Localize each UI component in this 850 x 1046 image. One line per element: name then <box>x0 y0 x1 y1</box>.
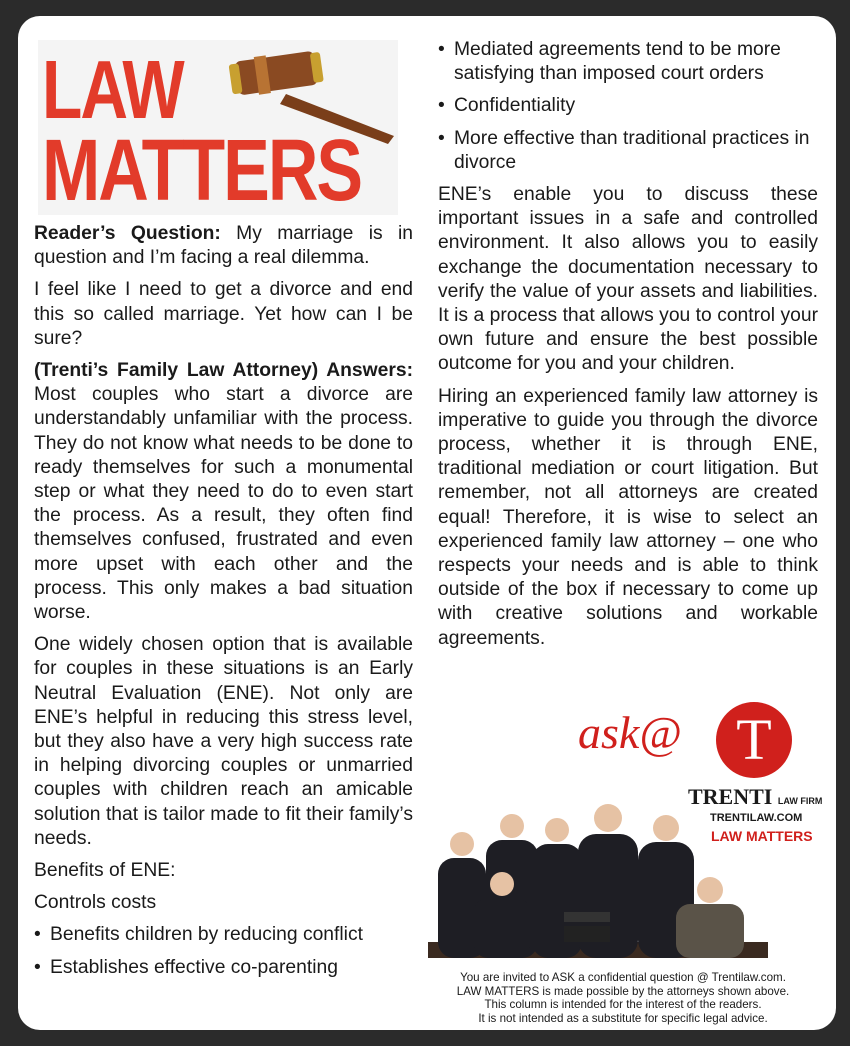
list-item: • Benefits children by reducing conflict <box>34 923 413 947</box>
answer-text: Most couples who start a divorce are understandably unfamiliar with the process. They do not know what needs to be done to ready themselves for such a monumental step or what they need to do to even start the process. As a result, they often find themselves confused, frustrated and even more upset with each other and the process. This only makes a bad situation worse. <box>34 384 413 624</box>
answer-label: (Trenti’s Family Law Attorney) Answers: <box>34 360 413 382</box>
benefits-list-right <box>438 38 818 175</box>
firm-tagline: LAW MATTERS <box>711 828 813 844</box>
right-column <box>438 38 818 659</box>
disclaimer-line: It is not intended as a substitute for specific legal advice. <box>478 1011 768 1025</box>
column-page <box>18 16 836 1030</box>
logo-line-matters: MATTERS <box>42 121 362 219</box>
trenti-t-logo: T <box>716 702 792 778</box>
benefits-list-left <box>34 923 413 979</box>
hiring-attorney-paragraph: Hiring an experienced family law attorney is imperative to guide you through the divorce process, whether it is through ENE, traditional mediation or court litigation. But remember, not all attorneys are created equal! Therefore, it is wise to select an experienced family law attorney – one who respects your needs and is able to think outside of the box if necessary to come up with creative solutions and workable agreements. <box>438 385 818 649</box>
disclaimer-line: You are invited to ASK a confidential question @ Trentilaw.com. <box>460 971 786 984</box>
attorney-answer <box>34 359 413 625</box>
ene-discussion-paragraph: ENE’s enable you to discuss these important issues in a safe and controlled environment. It also allows you to easily exchange the documentation necessary to verify the value of your assets and liabilities. It is a process that allows you to control your own future and ensure the best possible outcome for you and your children. <box>438 184 818 375</box>
site-suffix: LAW.COM <box>749 812 803 824</box>
list-item: • More effective than traditional practices in divorce <box>438 127 818 175</box>
benefits-heading: Benefits of ENE: <box>34 860 176 882</box>
list-item: • Confidentiality <box>438 94 818 118</box>
list-item: • Establishes effective co-parenting <box>34 956 413 980</box>
gavel-icon <box>208 46 398 146</box>
law-matters-logo <box>38 40 398 219</box>
reader-question <box>34 222 413 270</box>
question-paragraph-2: I feel like I need to get a divorce and end this so called marriage. Yet how can I be sure? <box>34 279 413 349</box>
list-item: • Mediated agreements tend to be more satisfying than imposed court orders <box>438 38 818 86</box>
logo-line-law: LAW <box>42 43 183 136</box>
controls-costs-item: Controls costs <box>34 892 157 914</box>
firm-name-main: TRENTI <box>688 784 773 809</box>
disclaimer-line: This column is intended for the interest of the readers. <box>484 998 762 1012</box>
ene-paragraph: One widely chosen option that is available for couples in these situations is an Early Neutral Evaluation (ENE). Not only are ENE’s helpful in reducing this stress level, but they also have a very high success rate in helping divorcing couples or unmarried couples with children reach an amicable solution that is tailor made to fit their family’s needs. <box>34 634 413 849</box>
site-prefix: TRENTI <box>710 812 750 824</box>
left-column <box>34 222 413 988</box>
attorneys-group-photo <box>428 792 768 958</box>
question-label: Reader’s Question: <box>34 223 221 244</box>
ask-at-logo: ask@ <box>578 707 682 758</box>
question-text: My marriage is in question and I’m facing a real dilemma. <box>34 223 413 269</box>
disclaimer <box>428 971 818 1025</box>
disclaimer-line: LAW MATTERS is made possible by the attorneys shown above. <box>456 984 790 998</box>
firm-name-suffix: LAW FIRM <box>777 796 823 806</box>
